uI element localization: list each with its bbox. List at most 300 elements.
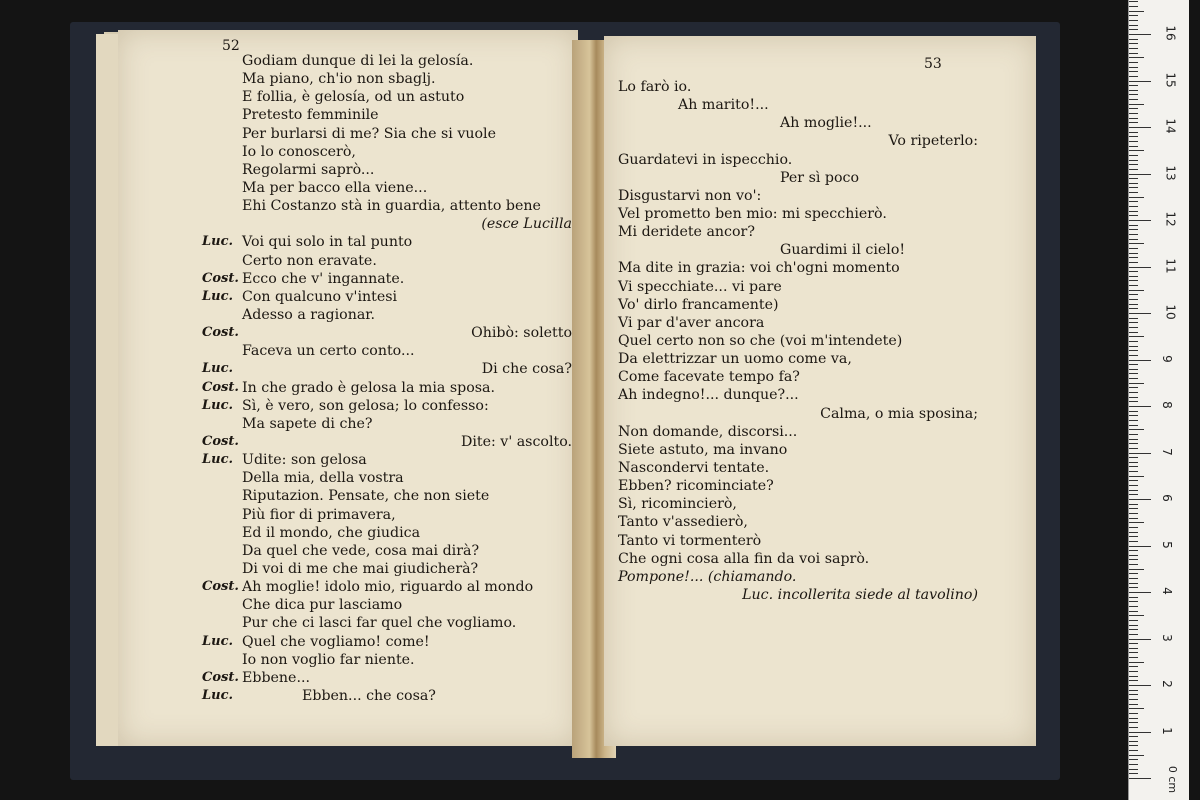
- ruler-number: 3: [1159, 633, 1174, 642]
- verse-text: Calma, o mia sposina;: [820, 405, 978, 422]
- ruler-tick: [1129, 373, 1138, 374]
- text-line: [618, 114, 978, 132]
- ruler-tick: [1129, 387, 1138, 388]
- ruler-tick: [1129, 239, 1138, 240]
- ruler-tick: [1129, 234, 1138, 235]
- left-page: [118, 30, 578, 746]
- text-line: [202, 324, 572, 342]
- text-line: [618, 296, 978, 314]
- ruler-tick: [1129, 411, 1138, 412]
- ruler-tick: [1129, 750, 1138, 751]
- verse-text: Guardatevi in ispecchio.: [618, 151, 793, 168]
- ruler-tick: [1129, 466, 1138, 467]
- text-line: [202, 651, 572, 669]
- text-block: [618, 78, 978, 604]
- ruler-tick: [1129, 406, 1151, 407]
- verse-text: (esce Lucilla: [481, 216, 572, 233]
- ruler-tick: [1129, 220, 1151, 221]
- verse-text: Ah indegno!... dunque?...: [618, 387, 799, 404]
- ruler-tick: [1129, 741, 1138, 742]
- ruler-tick: [1129, 383, 1144, 384]
- measurement-ruler: [1128, 0, 1189, 800]
- text-line: [202, 506, 572, 524]
- ruler-tick: [1129, 127, 1151, 128]
- ruler-tick: [1129, 634, 1138, 635]
- verse-text: Ebben... che cosa?: [302, 687, 436, 704]
- verse-text: Io lo conoscerò,: [242, 143, 356, 160]
- ruler-tick: [1129, 248, 1138, 249]
- ruler-tick: [1129, 164, 1138, 165]
- text-line: [202, 415, 572, 433]
- ruler-tick: [1129, 592, 1151, 593]
- text-line: [202, 669, 572, 687]
- speaker-label: Luc.: [202, 397, 234, 413]
- speaker-label: [202, 106, 242, 124]
- right-page: [604, 36, 1036, 746]
- verse-text: Ed il mondo, che giudica: [242, 524, 421, 541]
- ruler-tick: [1129, 20, 1138, 21]
- ruler-tick: [1129, 718, 1138, 719]
- ruler-tick: [1129, 29, 1138, 30]
- text-line: [202, 288, 572, 306]
- text-line: [202, 233, 572, 251]
- ruler-number: 15: [1163, 71, 1178, 88]
- verse-text: Voi qui solo in tal punto: [242, 234, 413, 251]
- verse-text: Lo farò io.: [618, 79, 692, 95]
- ruler-tick: [1129, 648, 1138, 649]
- text-block: [202, 52, 572, 705]
- speaker-label: [202, 487, 242, 505]
- ruler-tick: [1129, 773, 1138, 774]
- verse-text: Vo' dirlo francamente): [618, 296, 779, 313]
- verse-text: Ehi Costanzo stà in guardia, attento bene: [242, 198, 541, 215]
- text-line: [202, 179, 572, 197]
- verse-text: Di voi di me che mai giudicherà?: [242, 560, 479, 577]
- ruler-tick: [1129, 541, 1138, 542]
- ruler-number: 2: [1159, 680, 1174, 688]
- ruler-tick: [1129, 378, 1138, 379]
- speaker-label: [202, 125, 242, 143]
- verse-text: Disgustarvi non vo':: [618, 187, 762, 204]
- ruler-tick: [1129, 71, 1138, 72]
- ruler-tick: [1129, 401, 1138, 402]
- ruler-tick: [1129, 620, 1138, 621]
- text-line: [618, 151, 978, 169]
- ruler-number: 5: [1159, 540, 1174, 549]
- ruler-tick: [1129, 564, 1138, 565]
- ruler-tick: [1129, 215, 1138, 216]
- ruler-tick: [1129, 443, 1138, 444]
- ruler-tick: [1129, 583, 1138, 584]
- text-line: [202, 487, 572, 505]
- ruler-number: 13: [1163, 164, 1178, 181]
- ruler-tick: [1129, 6, 1138, 7]
- ruler-tick: [1129, 611, 1138, 612]
- text-line: [202, 397, 572, 415]
- ruler-tick: [1129, 262, 1138, 263]
- text-line: [202, 560, 572, 578]
- ruler-tick: [1129, 192, 1138, 193]
- ruler-tick: [1129, 257, 1138, 258]
- speaker-label: Luc.: [202, 633, 234, 649]
- text-line: [202, 306, 572, 324]
- ruler-tick: [1129, 57, 1144, 58]
- text-line: [202, 379, 572, 397]
- speaker-label: Luc.: [202, 288, 234, 304]
- text-line: [618, 132, 978, 150]
- verse-text: Pretesto femminile: [242, 107, 379, 124]
- verse-text: Ma per bacco ella viene...: [242, 179, 428, 196]
- ruler-tick: [1129, 253, 1138, 254]
- ruler-tick: [1129, 555, 1138, 556]
- ruler-tick: [1129, 81, 1151, 82]
- verse-text: Come facevate tempo fa?: [618, 369, 800, 386]
- ruler-tick: [1129, 676, 1138, 677]
- verse-text: Dite: v' ascolto.: [461, 433, 572, 450]
- speaker-label: Cost.: [202, 325, 239, 341]
- ruler-tick: [1129, 727, 1138, 728]
- ruler-tick: [1129, 113, 1138, 114]
- text-line: [618, 423, 978, 441]
- verse-text: Che dica pur lasciamo: [242, 597, 403, 614]
- text-line: [618, 477, 978, 495]
- ruler-tick: [1129, 471, 1138, 472]
- verse-text: Nascondervi tentate.: [618, 459, 770, 476]
- ruler-number: 10: [1163, 304, 1178, 320]
- text-line: [202, 125, 572, 143]
- ruler-tick: [1129, 778, 1151, 779]
- ruler-tick: [1129, 364, 1138, 365]
- speaker-label: [202, 179, 242, 197]
- verse-text: Riputazion. Pensate, che non siete: [242, 488, 490, 505]
- speaker-label: [202, 560, 242, 578]
- ruler-tick: [1129, 569, 1144, 570]
- text-line: [618, 368, 978, 386]
- verse-text: Faceva un certo conto...: [242, 343, 415, 360]
- ruler-tick: [1129, 699, 1138, 700]
- text-line: [618, 169, 978, 187]
- text-line: [202, 88, 572, 106]
- ruler-tick: [1129, 732, 1151, 733]
- verse-text: Da quel che vede, cosa mai dirà?: [242, 542, 480, 559]
- text-line: [618, 513, 978, 531]
- verse-text: Di che cosa?: [481, 361, 572, 378]
- ruler-number: 6: [1159, 494, 1174, 502]
- verse-text: Siete astuto, ma invano: [618, 441, 788, 458]
- ruler-tick: [1129, 122, 1138, 123]
- ruler-tick: [1129, 657, 1138, 658]
- speaker-label: [202, 52, 242, 70]
- speaker-label: [202, 506, 242, 524]
- ruler-tick: [1129, 690, 1138, 691]
- text-line: [618, 187, 978, 205]
- speaker-label: [202, 70, 242, 88]
- ruler-tick: [1129, 708, 1144, 709]
- ruler-tick: [1129, 573, 1138, 574]
- ruler-tick: [1129, 615, 1144, 616]
- speaker-label: [202, 215, 242, 233]
- verse-text: Tanto v'assedierò,: [618, 514, 748, 531]
- text-line: [202, 360, 572, 378]
- text-line: [618, 332, 978, 350]
- text-line: [618, 96, 978, 114]
- speaker-label: Cost.: [202, 579, 239, 595]
- verse-text: Tanto vi tormenterò: [618, 532, 762, 549]
- text-line: [618, 78, 978, 96]
- ruler-tick: [1129, 118, 1138, 119]
- ruler-tick: [1129, 304, 1138, 305]
- ruler-tick: [1129, 39, 1138, 40]
- verse-text: Da elettrizzar un uomo come va,: [618, 351, 852, 368]
- ruler-tick: [1129, 318, 1138, 319]
- ruler-tick: [1129, 201, 1138, 202]
- ruler-tick: [1129, 355, 1138, 356]
- ruler-tick: [1129, 462, 1138, 463]
- text-line: [202, 270, 572, 288]
- ruler-tick: [1129, 666, 1138, 667]
- ruler-tick: [1129, 504, 1138, 505]
- ruler-tick: [1129, 745, 1138, 746]
- ruler-tick: [1129, 601, 1138, 602]
- ruler-tick: [1129, 606, 1138, 607]
- ruler-tick: [1129, 169, 1138, 170]
- ruler-tick: [1129, 652, 1138, 653]
- ruler-tick: [1129, 197, 1144, 198]
- ruler-tick: [1129, 11, 1144, 12]
- verse-text: Quel che vogliamo! come!: [242, 633, 430, 650]
- verse-text: Che ogni cosa alla fin da voi saprò.: [618, 550, 870, 567]
- speaker-label: Luc.: [202, 234, 234, 250]
- speaker-label: [202, 596, 242, 614]
- ruler-tick: [1129, 434, 1138, 435]
- ruler-tick: [1129, 294, 1138, 295]
- verse-text: Ma piano, ch'io non sbaglj.: [242, 71, 436, 88]
- text-line: [202, 52, 572, 70]
- ruler-tick: [1129, 322, 1138, 323]
- verse-text: Vo ripeterlo:: [888, 133, 978, 150]
- ruler-tick: [1129, 587, 1138, 588]
- verse-text: In che grado è gelosa la mia sposa.: [242, 379, 496, 396]
- ruler-tick: [1129, 290, 1144, 291]
- verse-text: Luc. incollerita siede al tavolino): [742, 586, 978, 603]
- ruler-tick: [1129, 178, 1138, 179]
- ruler-tick: [1129, 536, 1138, 537]
- ruler-tick: [1129, 769, 1138, 770]
- ruler-tick: [1129, 439, 1138, 440]
- ruler-tick: [1129, 94, 1138, 95]
- ruler-tick: [1129, 680, 1138, 681]
- verse-text: Più fior di primavera,: [242, 506, 396, 523]
- speaker-label: [202, 614, 242, 632]
- ruler-tick: [1129, 211, 1138, 212]
- ruler-tick: [1129, 457, 1138, 458]
- ruler-tick: [1129, 448, 1138, 449]
- ruler-tick: [1129, 453, 1151, 454]
- ruler-tick: [1129, 341, 1138, 342]
- ruler-tick: [1129, 206, 1138, 207]
- ruler-tick: [1129, 522, 1144, 523]
- page-stack-edge: [96, 34, 120, 746]
- ruler-number: 11: [1163, 257, 1178, 274]
- speaker-label: Luc.: [202, 687, 234, 703]
- ruler-tick: [1129, 308, 1138, 309]
- ruler-tick: [1129, 759, 1138, 760]
- ruler-number: 4: [1159, 587, 1174, 595]
- ruler-tick: [1129, 108, 1138, 109]
- ruler-tick: [1129, 713, 1138, 714]
- ruler-tick: [1129, 346, 1138, 347]
- ruler-tick: [1129, 643, 1138, 644]
- ruler-number: 14: [1163, 118, 1178, 134]
- speaker-label: [202, 252, 242, 270]
- text-line: [618, 350, 978, 368]
- ruler-number: 9: [1159, 354, 1174, 363]
- ruler-tick: [1129, 578, 1138, 579]
- ruler-tick: [1129, 15, 1138, 16]
- ruler-tick: [1129, 76, 1138, 77]
- verse-text: Vi specchiate... vi pare: [618, 278, 782, 295]
- ruler-number: 7: [1159, 447, 1174, 456]
- text-line: [202, 143, 572, 161]
- text-line: [202, 161, 572, 179]
- ruler-tick: [1129, 48, 1138, 49]
- ruler-tick: [1129, 90, 1138, 91]
- ruler-tick: [1129, 276, 1138, 277]
- text-line: [618, 568, 978, 586]
- text-line: [202, 633, 572, 651]
- ruler-tick: [1129, 174, 1151, 175]
- text-line: [618, 405, 978, 423]
- speaker-label: [202, 306, 242, 324]
- ruler-tick: [1129, 360, 1151, 361]
- ruler-tick: [1129, 625, 1138, 626]
- text-line: [618, 205, 978, 223]
- ruler-tick: [1129, 271, 1138, 272]
- ruler-tick: [1129, 559, 1138, 560]
- page-number: 52: [222, 38, 240, 54]
- ruler-tick: [1129, 392, 1138, 393]
- ruler-tick: [1129, 229, 1138, 230]
- ruler-tick: [1129, 141, 1138, 142]
- ruler-tick: [1129, 85, 1138, 86]
- ruler-tick: [1129, 662, 1144, 663]
- speaker-label: [202, 143, 242, 161]
- speaker-label: [202, 88, 242, 106]
- verse-text: Ecco che v' ingannate.: [242, 270, 405, 287]
- speaker-label: [202, 542, 242, 560]
- text-line: [202, 524, 572, 542]
- text-line: [202, 596, 572, 614]
- verse-text: Mi deridete ancor?: [618, 224, 755, 241]
- ruler-tick: [1129, 755, 1144, 756]
- ruler-tick: [1129, 243, 1144, 244]
- ruler-tick: [1129, 43, 1138, 44]
- text-line: [618, 532, 978, 550]
- ruler-tick: [1129, 369, 1138, 370]
- ruler-tick: [1129, 508, 1138, 509]
- ruler-tick: [1129, 480, 1138, 481]
- speaker-label: Luc.: [202, 361, 234, 377]
- ruler-tick: [1129, 225, 1138, 226]
- text-line: [202, 342, 572, 360]
- ruler-tick: [1129, 146, 1138, 147]
- text-line: [618, 441, 978, 459]
- text-line: [618, 314, 978, 332]
- ruler-tick: [1129, 494, 1138, 495]
- text-line: [202, 451, 572, 469]
- ruler-tick: [1129, 187, 1138, 188]
- ruler-unit-label: 0 cm: [1166, 765, 1180, 794]
- verse-text: Ah marito!...: [678, 97, 769, 114]
- page-number: 53: [924, 56, 942, 72]
- ruler-tick: [1129, 327, 1138, 328]
- ruler-tick: [1129, 485, 1138, 486]
- verse-text: Per burlarsi di me? Sia che si vuole: [242, 125, 496, 142]
- ruler-tick: [1129, 685, 1151, 686]
- ruler-tick: [1129, 513, 1138, 514]
- ruler-tick: [1129, 53, 1138, 54]
- speaker-label: Cost.: [202, 433, 239, 449]
- ruler-tick: [1129, 629, 1138, 630]
- text-line: [618, 386, 978, 404]
- ruler-tick: [1129, 34, 1151, 35]
- ruler-tick: [1129, 336, 1144, 337]
- ruler-tick: [1129, 67, 1138, 68]
- speaker-label: [202, 161, 242, 179]
- text-line: [618, 459, 978, 477]
- ruler-tick: [1129, 299, 1138, 300]
- speaker-label: [202, 342, 242, 360]
- ruler-tick: [1129, 150, 1144, 151]
- ruler-number: 16: [1163, 25, 1178, 41]
- ruler-tick: [1129, 736, 1138, 737]
- verse-text: E follia, è gelosía, od un astuto: [242, 89, 465, 106]
- ruler-number: 1: [1159, 726, 1174, 735]
- ruler-tick: [1129, 639, 1151, 640]
- speaker-label: Cost.: [202, 669, 239, 685]
- ruler-tick: [1129, 476, 1144, 477]
- text-line: [202, 106, 572, 124]
- verse-text: Io non voglio far niente.: [242, 651, 415, 668]
- verse-text: Per sì poco: [780, 169, 860, 186]
- text-line: [618, 223, 978, 241]
- verse-text: Con qualcuno v'intesi: [242, 288, 398, 305]
- verse-text: Ebbene...: [242, 669, 310, 686]
- ruler-tick: [1129, 267, 1151, 268]
- verse-text: Della mia, della vostra: [242, 470, 404, 487]
- verse-text: Ebben? ricominciate?: [618, 478, 774, 495]
- text-line: [618, 550, 978, 568]
- verse-text: Ah moglie! idolo mio, riguardo al mondo: [242, 579, 534, 596]
- text-line: [202, 197, 572, 215]
- ruler-tick: [1129, 490, 1138, 491]
- verse-text: Certo non eravate.: [242, 252, 377, 269]
- verse-text: Ohibò: soletto: [471, 325, 572, 342]
- ruler-tick: [1129, 313, 1151, 314]
- ruler-tick: [1129, 704, 1138, 705]
- ruler-tick: [1129, 518, 1138, 519]
- ruler-tick: [1129, 499, 1151, 500]
- verse-text: Ma sapete di che?: [242, 415, 373, 432]
- speaker-label: [202, 524, 242, 542]
- text-line: [618, 259, 978, 277]
- text-line: [202, 252, 572, 270]
- ruler-tick: [1129, 420, 1138, 421]
- text-line: [618, 586, 978, 604]
- ruler-tick: [1129, 104, 1144, 105]
- text-line: [202, 215, 572, 233]
- text-line: [202, 433, 572, 451]
